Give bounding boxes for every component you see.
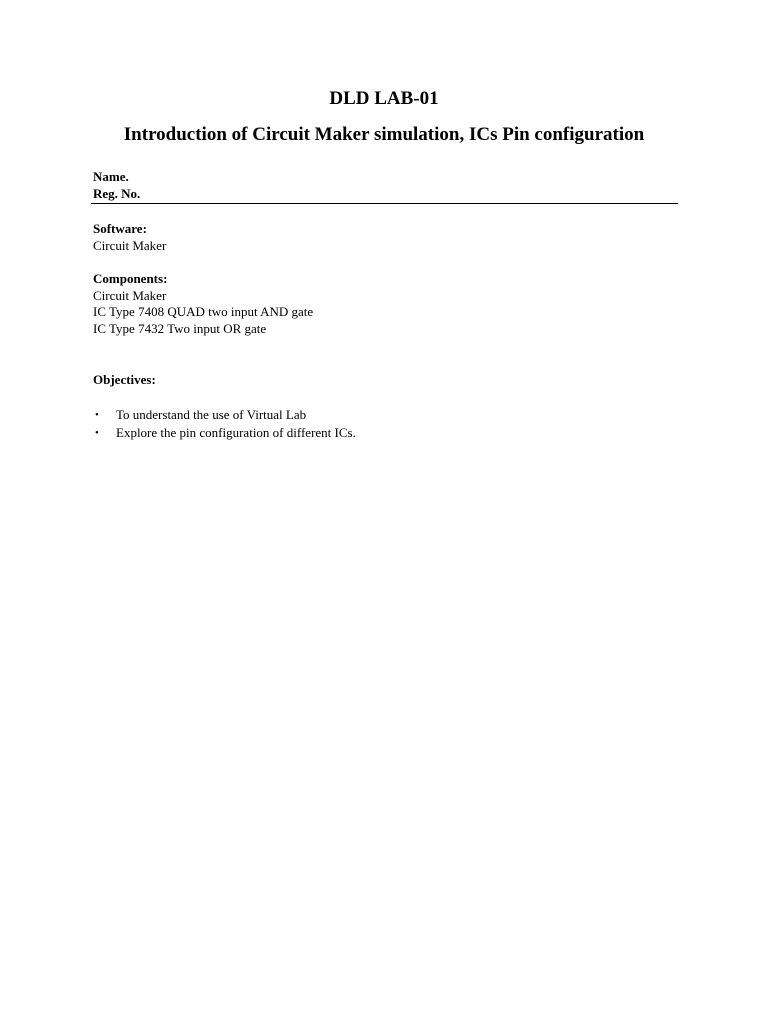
components-section xyxy=(93,271,693,337)
page-subtitle: Introduction of Circuit Maker simulation, ICs Pin configuration xyxy=(123,124,645,145)
bullet-icon: • xyxy=(95,427,99,439)
objective-text: To understand the use of Virtual Lab xyxy=(116,407,307,422)
reg-no-label: Reg. No. xyxy=(93,186,141,201)
component-item: Circuit Maker xyxy=(93,287,167,303)
software-heading: Software: xyxy=(93,221,147,236)
components-heading: Components: xyxy=(93,271,168,286)
component-item: IC Type 7432 Two input OR gate xyxy=(93,320,267,336)
student-fields xyxy=(93,168,677,202)
objectives-heading: Objectives: xyxy=(93,372,156,387)
objectives-list xyxy=(93,406,693,442)
software-item: Circuit Maker xyxy=(93,237,167,253)
list-item xyxy=(93,424,693,442)
objectives-section xyxy=(93,372,693,389)
bullet-icon: • xyxy=(95,409,99,421)
component-item: IC Type 7408 QUAD two input AND gate xyxy=(93,304,314,319)
objective-text: Explore the pin configuration of different ICs. xyxy=(116,425,356,440)
name-label: Name. xyxy=(93,169,129,184)
software-section xyxy=(93,221,693,254)
header-divider xyxy=(91,203,678,204)
page-title: DLD LAB-01 xyxy=(329,88,439,109)
list-item xyxy=(93,406,693,424)
